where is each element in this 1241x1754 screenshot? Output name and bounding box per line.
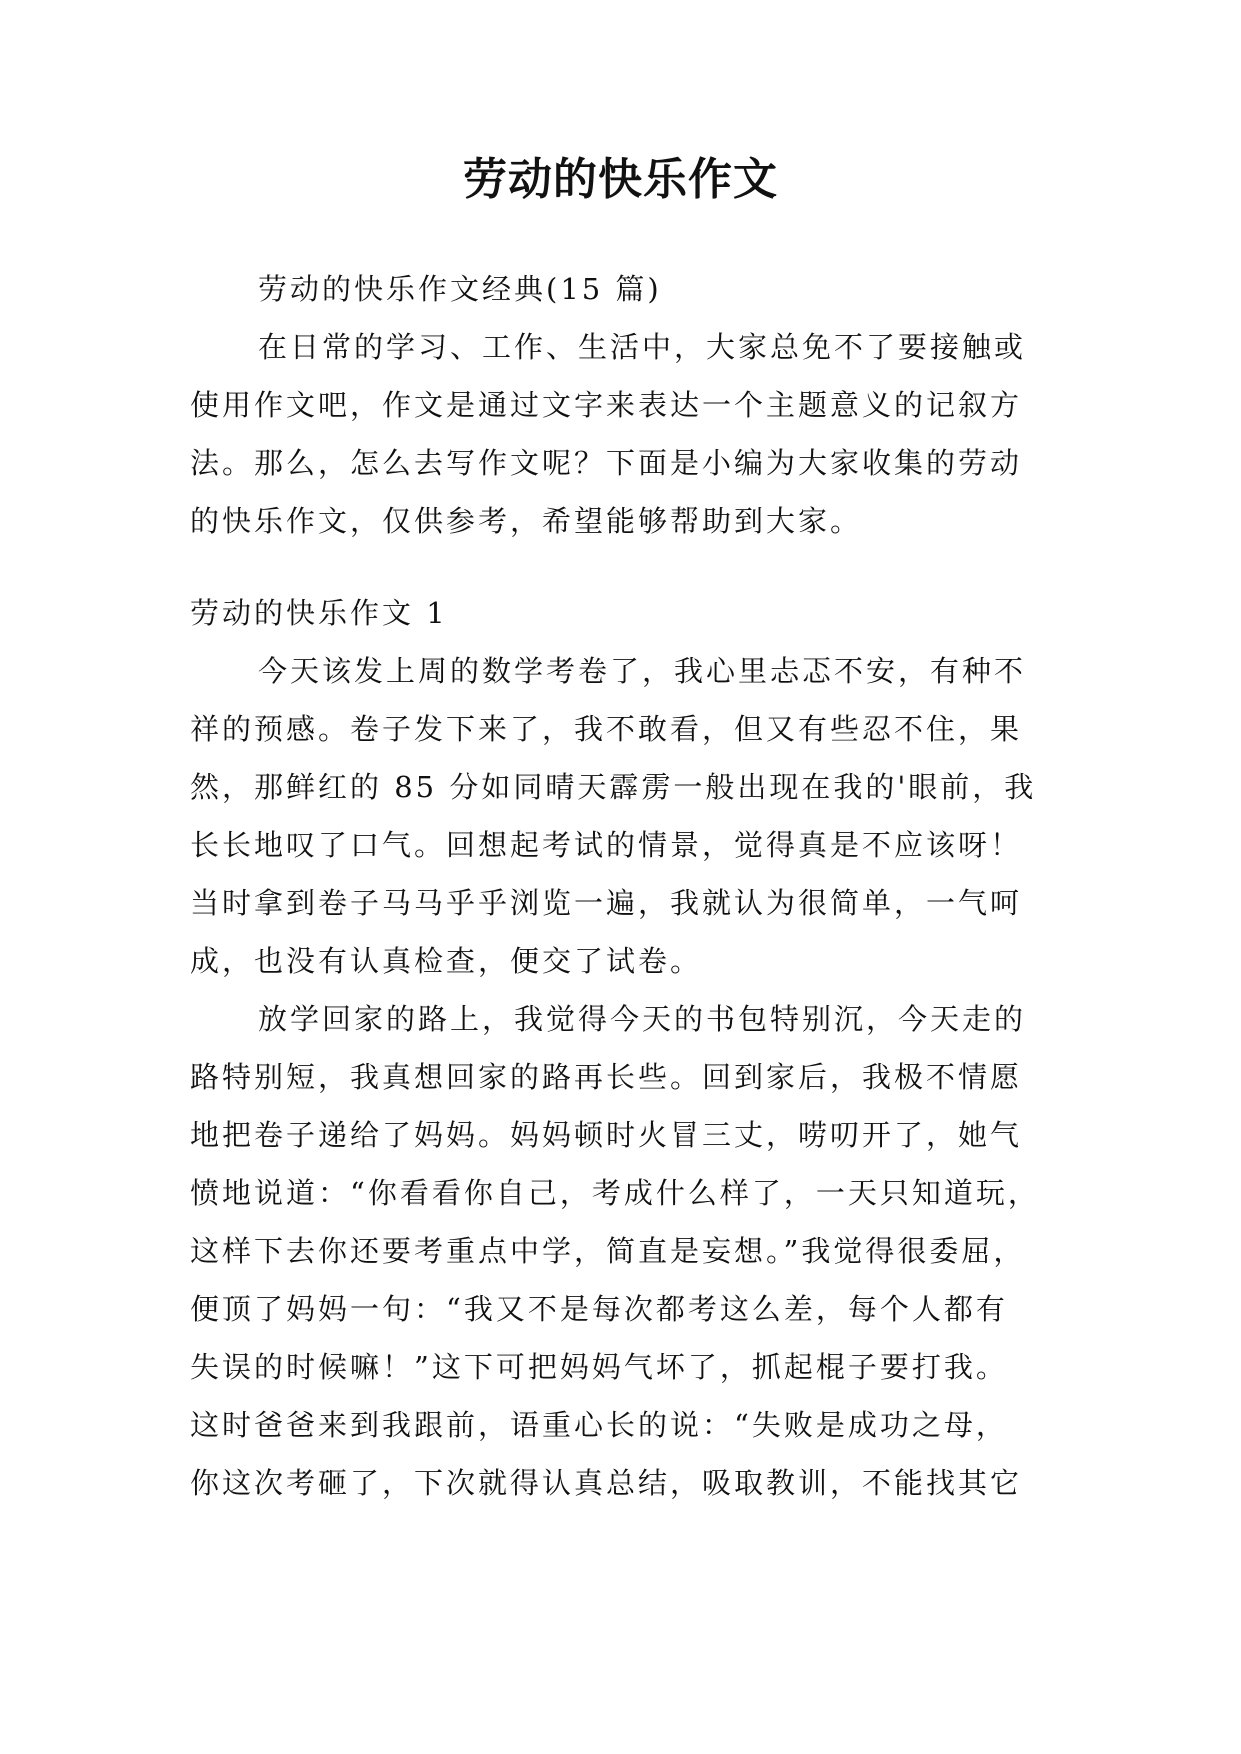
paragraph-line: 今天该发上周的数学考卷了，我心里忐忑不安，有种不 — [258, 654, 1027, 688]
paragraph-line: 失误的时候嘛！”这下可把妈妈气坏了，抓起棍子要打我。 — [190, 1350, 1008, 1384]
paragraph-line: 这样下去你还要考重点中学，简直是妄想。”我觉得很委屈， — [190, 1234, 1026, 1268]
intro-line: 的快乐作文，仅供参考，希望能够帮助到大家。 — [190, 504, 863, 538]
paragraph-line: 当时拿到卷子马马乎乎浏览一遍，我就认为很简单，一气呵 — [190, 886, 1023, 920]
document-title: 劳动的快乐作文 — [463, 154, 778, 205]
section-paragraph-1 — [190, 642, 1055, 990]
paragraph-line: 放学回家的路上，我觉得今天的书包特别沉，今天走的 — [258, 1002, 1027, 1036]
paragraph-line: 路特别短，我真想回家的路再长些。回到家后，我极不情愿 — [190, 1060, 1023, 1094]
paragraph-line: 便顶了妈妈一句：“我又不是每次都考这么差，每个人都有 — [190, 1292, 1008, 1326]
paragraph-line: 你这次考砸了，下次就得认真总结，吸取教训，不能找其它 — [190, 1466, 1023, 1500]
section-heading: 劳动的快乐作文 1 — [190, 596, 448, 630]
paragraph-line: 成，也没有认真检查，便交了试卷。 — [190, 944, 703, 978]
paragraph-line: 地把卷子递给了妈妈。妈妈顿时火冒三丈，唠叨开了，她气 — [190, 1118, 1023, 1152]
intro-paragraph — [190, 318, 1055, 550]
intro-subtitle: 劳动的快乐作文经典(15 篇) — [258, 272, 662, 306]
section-paragraph-2 — [190, 990, 1055, 1512]
paragraph-line: 愤地说道：“你看看你自己，考成什么样了，一天只知道玩， — [190, 1176, 1040, 1210]
intro-line: 法。那么，怎么去写作文呢？下面是小编为大家收集的劳动 — [190, 446, 1023, 480]
spacer — [190, 550, 1055, 584]
paragraph-line: 然，那鲜红的 85 分如同晴天霹雳一般出现在我的'眼前，我 — [190, 770, 1037, 804]
intro-line: 在日常的学习、工作、生活中，大家总免不了要接触或 — [258, 330, 1027, 364]
document-body — [190, 260, 1055, 1512]
paragraph-line: 长长地叹了口气。回想起考试的情景，觉得真是不应该呀！ — [190, 828, 1023, 862]
paragraph-line: 这时爸爸来到我跟前，语重心长的说：“失败是成功之母， — [190, 1408, 1008, 1442]
intro-line: 使用作文吧，作文是通过文字来表达一个主题意义的记叙方 — [190, 388, 1023, 422]
paragraph-line: 祥的预感。卷子发下来了，我不敢看，但又有些忍不住，果 — [190, 712, 1023, 746]
